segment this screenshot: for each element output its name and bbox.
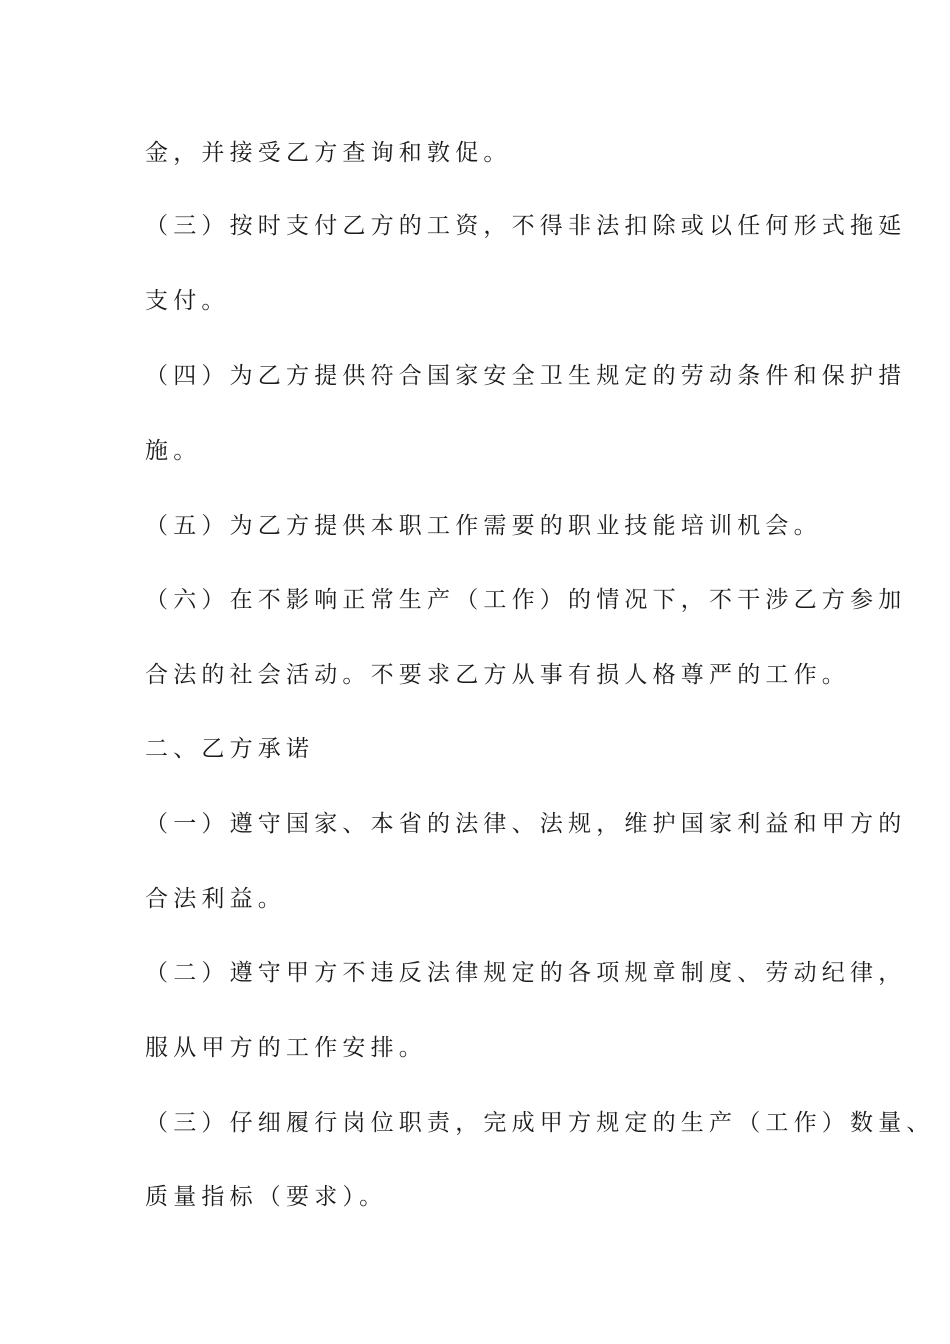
text-line: 质量指标（要求）。: [145, 1184, 388, 1210]
text-line: （四）为乙方提供符合国家安全卫生规定的劳动条件和保护措: [145, 363, 907, 389]
text-line: （六）在不影响正常生产（工作）的情况下，不干涉乙方参加: [145, 587, 907, 613]
text-line: （二）遵守甲方不违反法律规定的各项规章制度、劳动纪律，: [145, 960, 907, 986]
text-line: （三）仔细履行岗位职责，完成甲方规定的生产（工作）数量、: [145, 1110, 935, 1136]
text-line: 合法利益。: [145, 886, 286, 912]
section-heading: 二、乙方承诺: [145, 736, 315, 762]
text-line: （三）按时支付乙方的工资，不得非法扣除或以任何形式拖延: [145, 213, 907, 239]
text-line: （五）为乙方提供本职工作需要的职业技能培训机会。: [145, 513, 822, 539]
text-line: 施。: [145, 438, 202, 464]
text-line: （一）遵守国家、本省的法律、法规，维护国家利益和甲方的: [145, 811, 907, 837]
text-line: 服从甲方的工作安排。: [145, 1035, 427, 1061]
text-line: 合法的社会活动。不要求乙方从事有损人格尊严的工作。: [145, 662, 850, 688]
text-line: 支付。: [145, 288, 230, 314]
text-line: 金，并接受乙方查询和敦促。: [145, 140, 512, 166]
